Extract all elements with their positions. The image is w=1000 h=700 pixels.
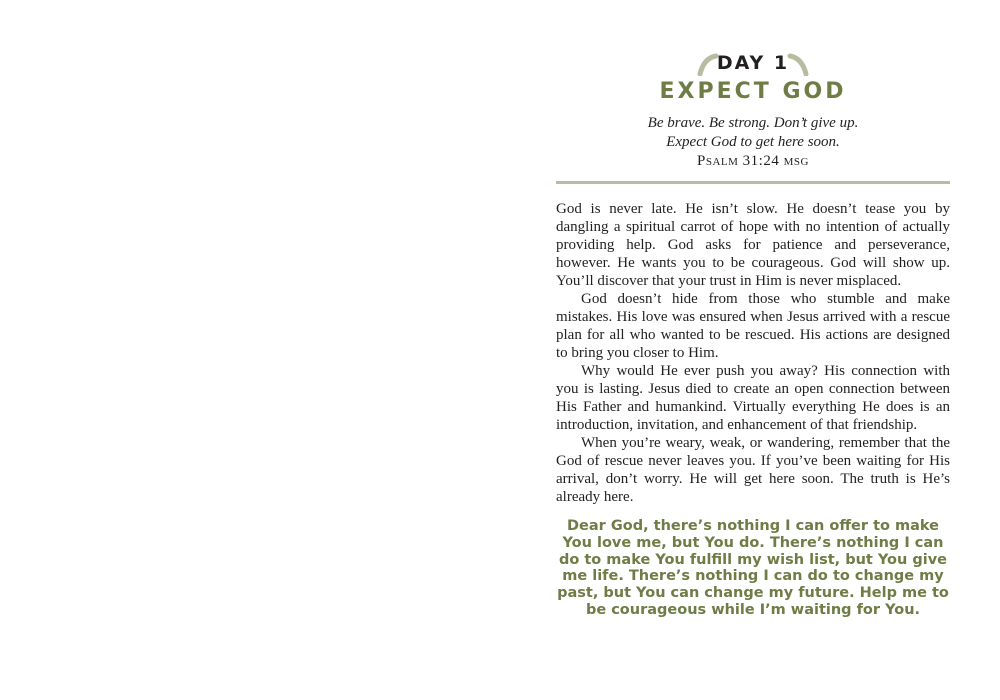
- day-label: DAY 1: [716, 52, 790, 74]
- divider: [556, 181, 950, 184]
- body-paragraph: Why would He ever push you away? His connection with you is lasting. Jesus died to create an open connection between His Father and humankind. Virtually everything He does is an introduction, invitation, and enhancement of that friendship.: [556, 363, 950, 433]
- day-header: [556, 48, 950, 106]
- body-paragraph: God doesn’t hide from those who stumble and make mistakes. His love was ensured when Jesus arrived with a rescue plan for all who wanted to be rescued. His actions are designed to bring you closer to Him.: [556, 291, 950, 361]
- prayer-text: Dear God, there’s nothing I can offer to make You love me, but You do. There’s nothing I can do to make You fulfill my wish list, but You give me life. There’s nothing I can do to change my past, but You can change my future. Help me to be courageous while I’m waiting for You.: [557, 518, 949, 618]
- verse-line-2: Expect God to get here soon.: [666, 134, 840, 150]
- day-label-row: [556, 48, 950, 80]
- body-paragraph: When you’re weary, weak, or wandering, remember that the God of rescue never leaves you. If you’ve been waiting for His arrival, don’t worry. He will get here soon. The truth is He’s already here.: [556, 435, 950, 505]
- page-title: EXPECT GOD: [659, 79, 847, 104]
- devotional-body: [556, 200, 950, 506]
- verse-line-1: Be brave. Be strong. Don’t give up.: [647, 115, 859, 131]
- verse-reference: Psalm 31:24 msg: [697, 153, 809, 169]
- scripture-verse: [556, 114, 950, 171]
- body-paragraph: God is never late. He isn’t slow. He doesn’t tease you by dangling a spiritual carrot of hope with no intention of actually providing help. God asks for patience and perseverance, however. He wants you to be courageous. God will show up. You’ll discover that your trust in Him is never misplaced.: [556, 201, 950, 289]
